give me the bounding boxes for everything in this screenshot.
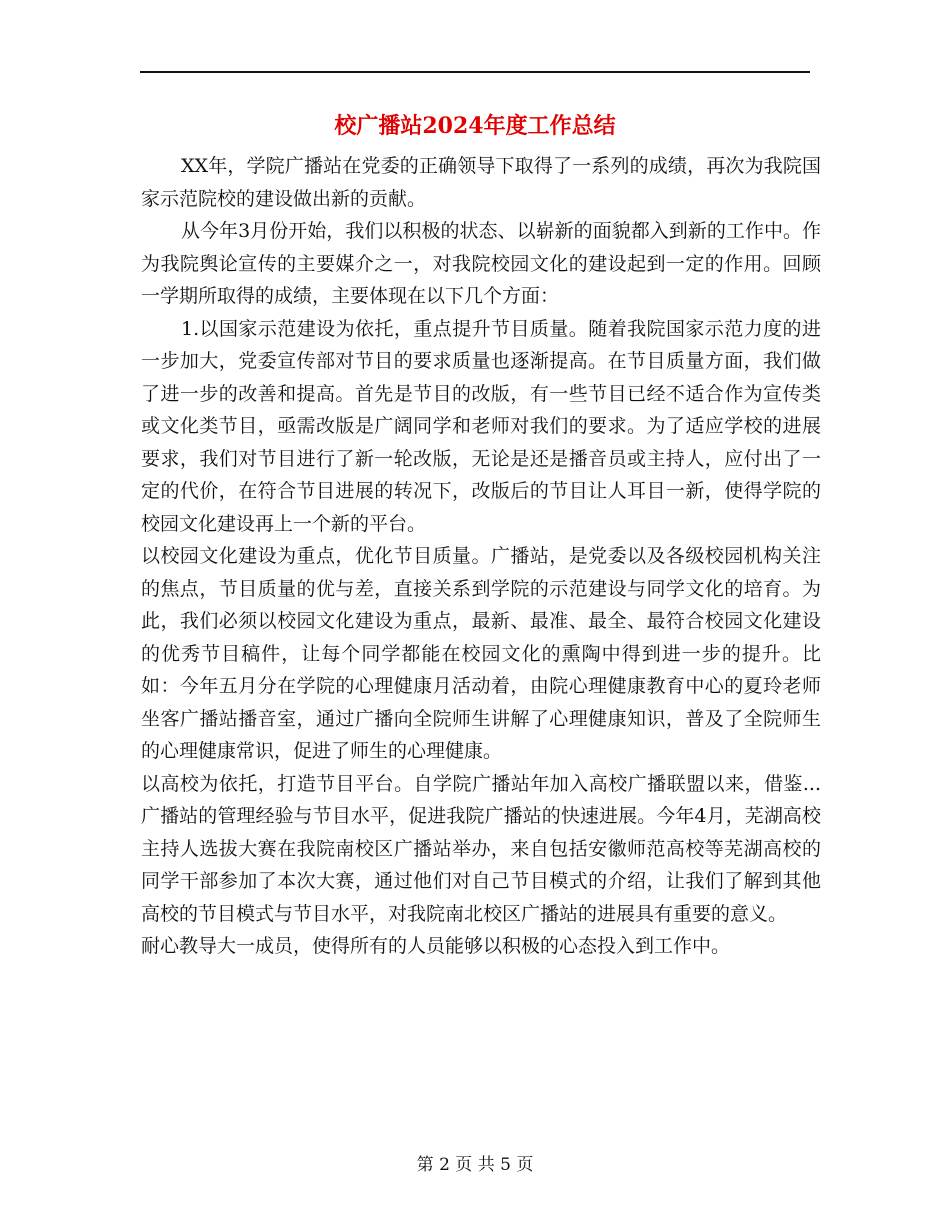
paragraph-item-4: 耐心教导大一成员，使得所有的人员能够以积极的心态投入到工作中。 xyxy=(141,935,731,957)
document-title: 校广播站2024年度工作总结 xyxy=(334,113,616,139)
paragraph-intro: XX年，学院广播站在党委的正确领导下取得了一系列的成绩，再次为我院国家示范院校的建设做出新的贡献。 xyxy=(141,155,821,210)
page-number-footer: 第 2 页 共 5 页 xyxy=(416,1155,534,1175)
paragraph-item-1: 1.以国家示范建设为依托，重点提升节目质量。随着我院国家示范力度的进一步加大，党委宣传部对节目的要求质量也逐渐提高。在节目质量方面，我们做了进一步的改善和提高。首先是节目的改版，有一些节目已经不适合作为宣传类或文化类节目，亟需改版是广阔同学和老师对我们的要求。为了适应学校的进展要求，我们对节目进行了新一轮改版，无论是还是播音员或主持人，应付出了一定的代价，在符合节目进展的转况下，改版后的节目让人耳目一新，使得学院的校园文化建设再上一个新的平台。 xyxy=(141,317,821,535)
paragraph-overview: 从今年3月份开始，我们以积极的状态、以崭新的面貌都入到新的工作中。作为我院舆论宣传的主要媒介之一，对我院校园文化的建设起到一定的作用。回顾一学期所取得的成绩，主要体现在以下几个方面： xyxy=(141,220,821,307)
document-body xyxy=(141,150,821,963)
header-rule xyxy=(140,71,810,73)
paragraph-item-3: 以高校为依托，打造节目平台。自学院广播站年加入高校广播联盟以来，借鉴...广播站的管理经验与节目水平，促进我院广播站的快速进展。今年4月，芜湖高校主持人选拔大赛在我院南校区广播站举办，来自包括安徽师范高校等芜湖高校的同学干部参加了本次大赛，通过他们对自己节目模式的介绍，让我们了解到其他高校的节目模式与节目水平，对我院南北校区广播站的进展具有重要的意义。 xyxy=(141,772,821,925)
paragraph-item-2: 以校园文化建设为重点，优化节目质量。广播站，是党委以及各级校园机构关注的焦点，节目质量的优与差，直接关系到学院的示范建设与同学文化的培育。为此，我们必须以校园文化建设为重点，最新、最准、最全、最符合校园文化建设的优秀节目稿件，让每个同学都能在校园文化的熏陶中得到进一步的提升。比如：今年五月分在学院的心理健康月活动着，由院心理健康教育中心的夏玲老师坐客广播站播音室，通过广播向全院师生讲解了心理健康知识，普及了全院师生的心理健康常识，促进了师生的心理健康。 xyxy=(141,545,821,762)
